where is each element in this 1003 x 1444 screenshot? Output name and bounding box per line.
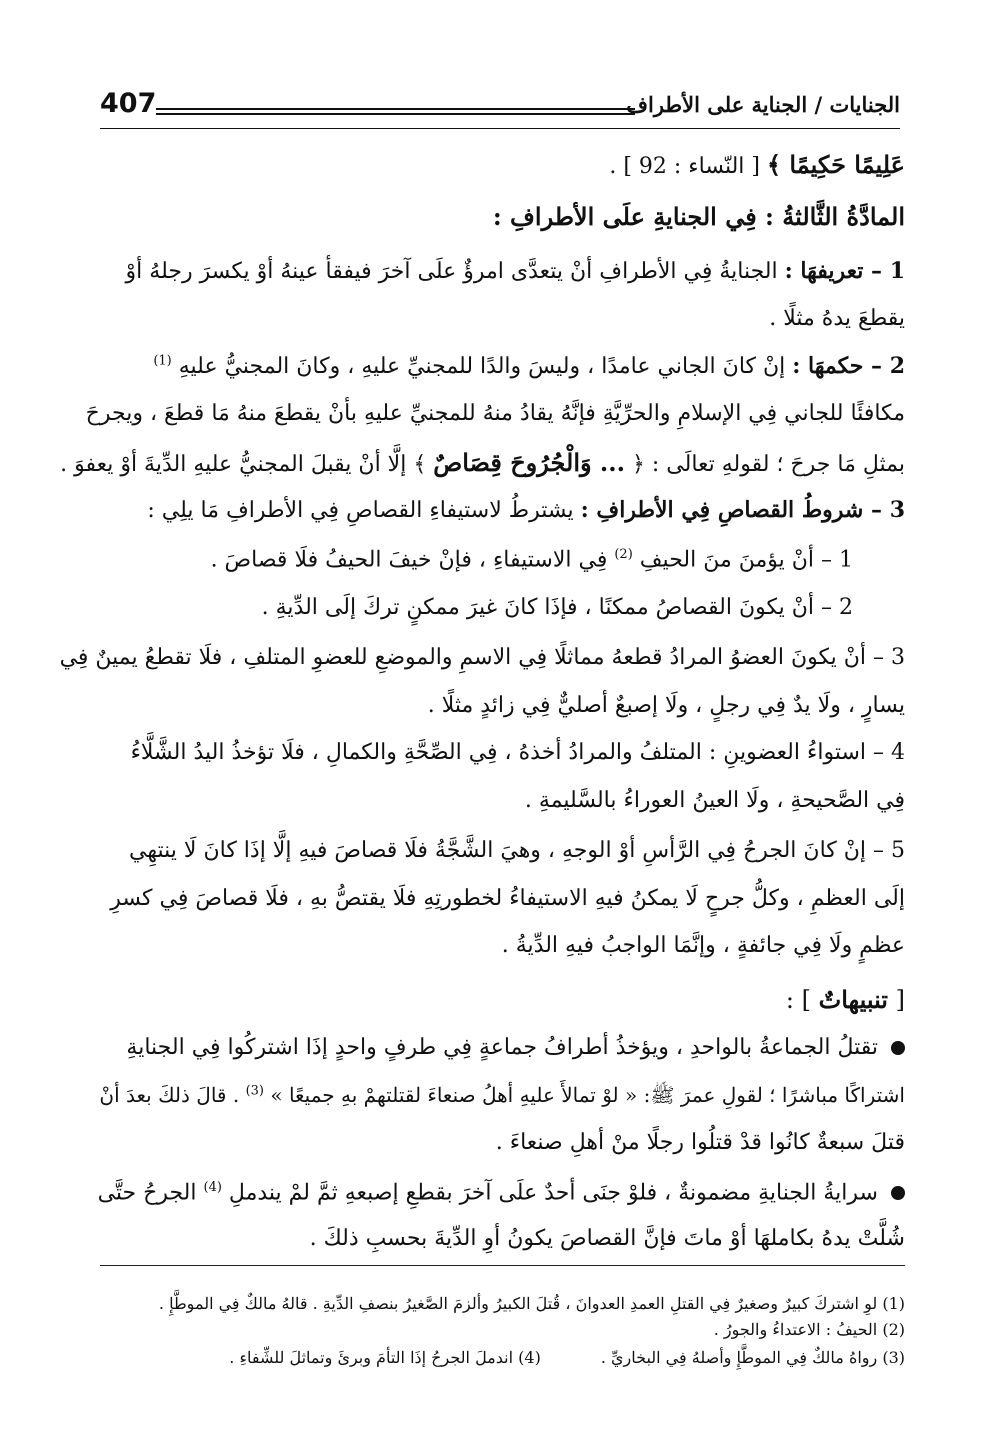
bullet-icon	[891, 1186, 905, 1200]
item1-line1	[100, 258, 905, 284]
note1-text-3: قتلَ سبعةٌ كانُوا قدْ قتلُوا رجلًا منْ أهلِ صنعاءَ .	[495, 1130, 905, 1155]
condition-3-line2	[100, 693, 905, 718]
condition-5-line2	[100, 886, 905, 911]
footnote-mark-3: (3)	[245, 1083, 264, 1099]
verse-continuation-line	[100, 150, 905, 179]
quran-verse: ... وَالْجُرُوحَ قِصَاصٌ	[433, 448, 625, 477]
page-number: 407	[100, 88, 157, 119]
notes-heading	[786, 985, 905, 1014]
item2-line3	[60, 448, 905, 477]
condition-4-line2	[100, 788, 905, 813]
condition-4-text-1: 4 – استواءُ العضوينِ : المتلفُ والمرادُ أخذهُ ، فِي الصِّحَّةِ والكمالِ ، فلَا تؤخذُ اليدُ الشَّلَّاءُ	[130, 740, 905, 765]
item2-text-1: إنْ كانَ الجاني عامدًا ، وليسَ والدًا للمجنيِّ عليهِ ، وكانَ المجنيُّ عليهِ	[178, 354, 786, 379]
item1-text-1: الجنايةُ فِي الأطرافِ أنْ يتعدَّى امرؤٌ علَى آخرَ فيفقأ عينهُ أوْ يكسرَ رجلهُ أوْ	[125, 259, 778, 284]
item3-lead: 3 – شروطُ القصاصِ فِي الأطرافِ :	[580, 497, 905, 523]
footnote-separator	[100, 1265, 905, 1266]
footnote-4: (4) اندملَ الجرحُ إذَا التأمَ وبرئَ وتماثلَ للشِّفاءِ .	[229, 1348, 541, 1367]
condition-5-line3	[100, 933, 905, 958]
condition-1-b: فِي الاستيفاءِ ، فإنْ خيفَ الحيفُ فلَا قصاصَ .	[210, 547, 608, 573]
item2-text-2: مكافئًا للجاني فِي الإسلامِ والحرِّيَّةِ فإنَّهُ يقادُ منهُ للمجنيِّ عليهِ بأنْ يقطعَ منهُ مَا قطعَ ، ويجرحَ	[85, 401, 905, 426]
note1-text-1: تقتلُ الجماعةُ بالواحدِ ، ويؤخذُ أطرافُ جماعةٍ فِي طرفٍ واحدٍ إذَا اشتركُوا فِي الجنايةِ	[126, 1035, 878, 1060]
item1-text-2: يقطعَ يدهُ مثلًا .	[769, 306, 905, 331]
bullet-icon	[891, 1041, 905, 1055]
notes-title: تنبيهاتٌ	[818, 985, 888, 1014]
header-rule-bottom	[156, 113, 635, 115]
footnote-1: (1) لوِ اشتركَ كبيرٌ وصغيرٌ فِي القتلِ العمدِ العدوانَ ، قُتلَ الكبيرُ وألزمَ الصَّغيرُ بنصفِ الدِّيةِ . قالهُ مالكٌ فِي الموطَّإِ .	[158, 1294, 905, 1313]
note1-text-2b: . قالَ ذلكَ بعدَ أنْ	[99, 1083, 240, 1107]
notes-close-bracket: ] :	[785, 986, 811, 1014]
header-underline	[100, 128, 900, 129]
note2-text-1b: الجرحُ حتَّى	[97, 1180, 197, 1206]
note2-line2	[100, 1226, 905, 1251]
note1-text-2a: اشتراكًا مباشرًا ؛ لقولِ عمرَ ﷺ: « لوْ تمالأَ عليهِ أهلُ صنعاءَ لقتلتهمْ بهِ جميعًا »	[270, 1083, 905, 1107]
item2-lead: 2 – حكمهَا :	[792, 353, 905, 379]
footnote-mark-1: (1)	[153, 353, 172, 369]
note2-text-2: شُلَّتْ يدهُ بكاملهَا أوْ ماتَ فإنَّ القصاصَ يكونُ أوِ الدِّيةَ بحسبِ ذلكَ .	[309, 1226, 905, 1251]
footnote-3: (3) رواهُ مالكٌ فِي الموطَّإِ وأصلهُ فِي البخاريِّ .	[600, 1348, 905, 1367]
note1-line3	[100, 1130, 905, 1155]
footnote-row-3-4	[100, 1348, 905, 1367]
note1-line2	[100, 1083, 905, 1112]
item2-line2	[85, 401, 905, 426]
note1-line1	[100, 1035, 905, 1060]
footnote-mark-2: (2)	[614, 547, 633, 562]
item1-lead: 1 – تعريفهَا :	[784, 258, 905, 284]
header-title: الجنايات / الجناية على الأطراف	[626, 92, 900, 117]
footnote-mark-4: (4)	[203, 1180, 222, 1195]
header-rule-top	[156, 108, 635, 110]
condition-2-text: 2 – أنْ يكونَ القصاصُ ممكنًا ، فإذَا كانَ غيرَ ممكنٍ تركَ إلَى الدِّيةِ .	[261, 595, 853, 620]
item1-line2	[100, 306, 905, 331]
note2-line1	[97, 1180, 905, 1206]
running-header	[100, 88, 900, 128]
note2-text-1a: سرايةُ الجنايةِ مضمونةٌ ، فلوْ جنَى أحدٌ علَى آخرَ بقطعِ إصبعهِ ثمَّ لمْ يندملِ	[228, 1180, 878, 1206]
notes-open-bracket: [	[895, 986, 905, 1014]
item2-text-3a: بمثلِ مَا جرحَ ؛ لقولهِ تعالَى : ﴿	[632, 452, 905, 477]
condition-2	[100, 595, 853, 620]
footnote-2: (2) الحيفُ : الاعتداءُ والجورُ .	[713, 1320, 905, 1339]
item2-line1	[100, 353, 905, 379]
item2-text-3b: ﴾ إلَّا أنْ يقبلَ المجنيُّ عليهِ الدِّيةَ أوْ يعفوَ .	[60, 452, 427, 477]
condition-5-text-1: 5 – إنْ كانَ الجرحُ فِي الرَّأسِ أوْ الوجهِ ، وهيَ الشَّجَّةُ فلَا قصاصَ فيهِ إلَّا إذَا كانَ لَا ينتهِي	[129, 838, 905, 863]
item3-text: يشترطُ لاستيفاءِ القصاصِ فِي الأطرافِ مَا يلِي :	[147, 498, 574, 523]
condition-4-text-2: فِي الصَّحيحةِ ، ولَا العينُ العوراءُ بالسَّليمةِ .	[524, 788, 905, 813]
section-title: المادَّةُ الثَّالثةُ : فِي الجنايةِ علَى الأطرافِ :	[492, 202, 905, 231]
condition-3-text-1: 3 – أنْ يكونَ العضوُ المرادُ قطعهُ مماثلًا فِي الاسمِ والموضعِ للعضوِ المتلفِ ، فلَا تقطعُ يمينٌ فِي	[59, 645, 905, 670]
condition-4-line1	[100, 740, 905, 765]
item3-line	[100, 497, 905, 523]
condition-1	[100, 547, 853, 572]
verse-reference: [ النّساء : 92 ] .	[609, 154, 760, 179]
condition-5-text-3: عظمٍ ولَا فِي جائفةٍ ، وإنَّمَا الواجبُ فيهِ الدِّيةُ .	[501, 933, 905, 958]
condition-5-text-2: إلَى العظمِ ، وكلُّ جرحٍ لَا يمكنُ فيهِ الاستيفاءُ لخطورتِهِ فلَا يقتصُّ بهِ ، فلَا قصاصَ فِي كسرِ	[110, 886, 905, 911]
verse-text: عَلِيمًا حَكِيمًا ﴾	[767, 150, 905, 179]
condition-5-line1	[100, 838, 905, 863]
condition-3-line1	[59, 645, 905, 670]
condition-1-a: 1 – أنْ يؤمنَ منَ الحيفِ	[639, 547, 853, 573]
condition-3-text-2: يسارٍ ، ولَا يدٌ فِي رجلٍ ، ولَا إصبعٌ أصليٌّ فِي زائدٍ مثلًا .	[427, 693, 905, 718]
